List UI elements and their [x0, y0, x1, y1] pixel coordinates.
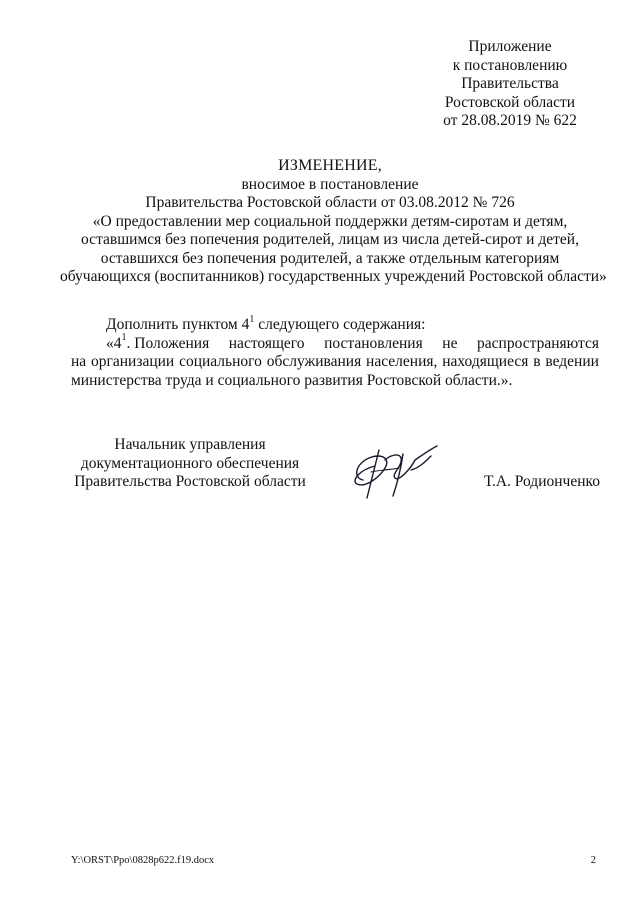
clause-word: обслуживания: [266, 353, 362, 370]
signer-title-line: документационного обеспечения: [80, 454, 300, 472]
clause-word: ведении: [545, 353, 599, 370]
clause-line-3: министерства труда и социального развития Ростовской области.».: [71, 371, 513, 389]
clause-word: организации: [91, 353, 175, 370]
intro-superscript: 1: [249, 313, 255, 325]
document-title-block: [60, 157, 607, 287]
appendix-line: Приложение: [468, 38, 552, 55]
title-line: оставшимся без попечения родителей, лицам из числа детей-сирот и детей,: [81, 231, 579, 248]
title-line: оставшихся без попечения родителей, а также отдельным категориям: [100, 249, 560, 267]
body-intro: [71, 313, 599, 335]
intro-text: Дополнить пунктом 4: [106, 316, 250, 333]
appendix-line: Правительства: [461, 75, 559, 92]
clause-line-1: [71, 332, 599, 354]
clause-word: населения,: [366, 353, 438, 370]
title-line: «О предоставлении мер социальной поддержки детям-сиротам и детям,: [92, 212, 568, 230]
signer-title-line: Начальник управления: [114, 436, 266, 453]
footer-file-path: Y:\ORST\Ppo\0828p622.f19.docx: [71, 855, 215, 866]
title-line: Правительства Ростовской области от 03.08.2012 № 726: [145, 194, 515, 211]
signer-name: Т.А. Родионченко: [484, 473, 600, 490]
clause-word: постановления: [324, 334, 423, 352]
title-line: вносимое в постановление: [241, 175, 419, 193]
clause-word: в: [533, 353, 541, 370]
document-body: [71, 313, 599, 390]
signer-title-block: [70, 436, 310, 492]
clause-superscript: 1: [121, 332, 127, 344]
clause-word: настоящего: [228, 334, 305, 352]
clause-word: социального: [179, 353, 262, 370]
clause-word: на: [71, 353, 87, 370]
signer-title-line: Правительства Ростовской области: [74, 473, 306, 490]
page-number: 2: [590, 855, 596, 866]
appendix-line: от 28.08.2019 № 622: [443, 112, 577, 129]
clause-word: находящиеся: [442, 353, 529, 370]
clause-line-2: [71, 353, 599, 372]
document-heading: ИЗМЕНЕНИЕ,: [278, 157, 382, 174]
appendix-block: [410, 38, 610, 131]
intro-text-suffix: следующего содержания:: [254, 316, 426, 333]
handwritten-signature: [345, 440, 445, 502]
title-line: обучающихся (воспитанников) государственных учреждений Ростовской области»: [60, 268, 607, 285]
clause-word: распространяются: [477, 334, 599, 352]
appendix-line: к постановлению: [452, 56, 568, 74]
clause-start: «$4^1$. Положения: [106, 332, 210, 352]
appendix-line: Ростовской области: [444, 93, 576, 111]
clause-word: не: [442, 334, 458, 352]
